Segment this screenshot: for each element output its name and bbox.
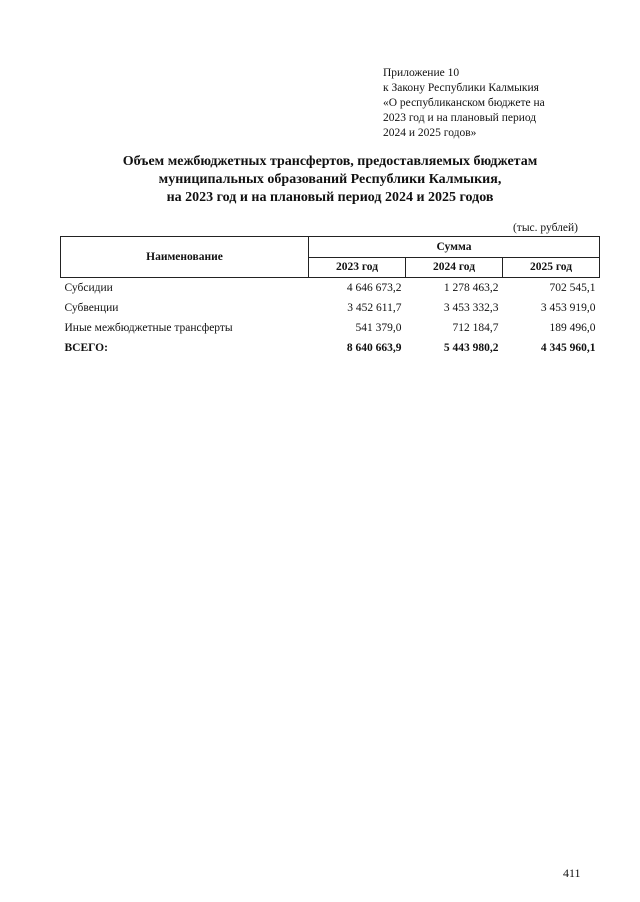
row-value-2023: 541 379,0 [355,322,402,334]
table-row [61,278,600,299]
row-name: Иные межбюджетные трансферты [64,322,233,334]
transfers-table [60,236,600,358]
title-line: муниципальных образований Республики Калмыкия, [158,172,502,187]
row-value-2023: 4 646 673,2 [346,282,402,294]
table-row [61,298,600,318]
total-label: ВСЕГО: [64,342,108,354]
header-year-2023: 2023 год [309,257,406,278]
appendix-line: к Закону Республики Калмыкия [383,82,539,94]
total-value-2024: 5 443 980,2 [443,342,499,354]
row-value-2024: 1 278 463,2 [443,282,499,294]
header-name: Наименование [61,237,309,278]
total-value-2025: 4 345 960,1 [540,342,596,354]
row-value-2025: 3 453 919,0 [540,302,596,314]
total-row [61,338,600,358]
page-number: 411 [563,866,581,880]
table-row [61,318,600,338]
appendix-line: Приложение 10 [383,67,460,79]
appendix-line: «О республиканском бюджете на [383,97,545,109]
header-sum: Сумма [309,237,600,258]
header-year-2025: 2025 год [503,257,600,278]
appendix-line: 2023 год и на плановый период [383,112,537,124]
row-value-2023: 3 452 611,7 [347,302,402,314]
row-name: Субсидии [64,282,113,294]
appendix-note [383,66,603,141]
appendix-line: 2024 и 2025 годов» [383,127,477,139]
title-line: Объем межбюджетных трансфертов, предоставляемых бюджетам [122,154,538,169]
unit-label: (тыс. рублей) [512,222,578,234]
document-title [60,153,600,207]
total-value-2023: 8 640 663,9 [346,342,402,354]
row-value-2024: 712 184,7 [452,322,499,334]
row-value-2025: 702 545,1 [549,282,596,294]
row-value-2024: 3 453 332,3 [443,302,499,314]
row-name: Субвенции [64,302,119,314]
title-line: на 2023 год и на плановый период 2024 и 2025 годов [166,190,494,205]
row-value-2025: 189 496,0 [549,322,596,334]
header-year-2024: 2024 год [406,257,503,278]
